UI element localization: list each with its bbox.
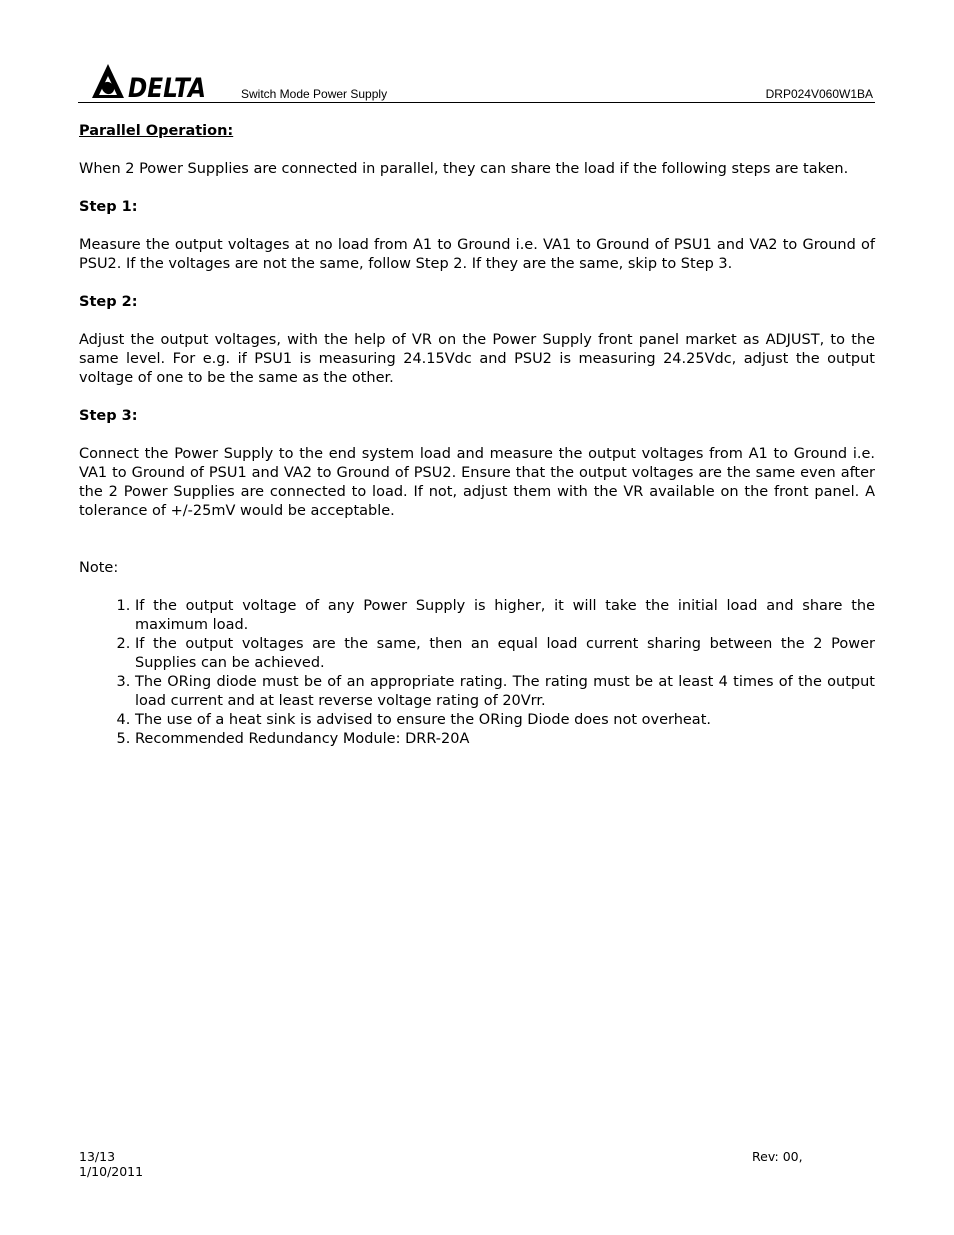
list-item: 3. The ORing diode must be of an appropriate rating. The rating must be at least 4 times of the output load current and at least reverse voltage rating of 20Vrr. (135, 673, 875, 711)
page-number: 13/13 (79, 1149, 116, 1164)
step2-paragraph: Adjust the output voltages, with the help of VR on the Power Supply front panel market as ADJUST, to the same level. For e.g. if PSU1 is measuring 24.15Vdc and PSU2 is measuring 24.25Vdc, adjust the output voltage of one to be the same as the other. (79, 332, 875, 386)
step1-paragraph: Measure the output voltages at no load from A1 to Ground i.e. VA1 to Ground of PSU1 and VA2 to Ground of PSU2. If the voltages are not the same, follow Step 2. If they are the same, skip to Step 3. (79, 237, 875, 272)
step2-heading: Step 2: (79, 294, 138, 310)
document-body (79, 122, 875, 749)
model-number: DRP024V060W1BA (765, 87, 873, 101)
list-item: 1. If the output voltage of any Power Supply is higher, it will take the initial load and share the maximum load. (135, 597, 875, 635)
document-date: 1/10/2011 (79, 1164, 144, 1179)
step3-heading: Step 3: (79, 408, 138, 424)
list-item: 4. The use of a heat sink is advised to ensure the ORing Diode does not overheat. (135, 711, 875, 730)
section-title: Parallel Operation: (79, 123, 234, 139)
list-item: 5. Recommended Redundancy Module: DRR-20A (135, 730, 875, 749)
svg-text:DELTA: DELTA (128, 73, 206, 104)
delta-logo (90, 62, 208, 104)
revision: Rev: 00, (752, 1149, 803, 1164)
page-header (78, 60, 875, 103)
intro-paragraph: When 2 Power Supplies are connected in parallel, they can share the load if the following steps are taken. (79, 161, 849, 177)
note-label: Note: (79, 560, 119, 576)
step1-heading: Step 1: (79, 199, 138, 215)
list-item: 2. If the output voltages are the same, then an equal load current sharing between the 2 Power Supplies can be achieved. (135, 635, 875, 673)
step3-paragraph: Connect the Power Supply to the end system load and measure the output voltages from A1 to Ground i.e. VA1 to Ground of PSU1 and VA2 to Ground of PSU2. Ensure that the output voltages are the same even after the 2 Power Supplies are connected to load. If not, adjust them with the VR available on the front panel. A tolerance of +/-25mV would be acceptable. (79, 446, 875, 519)
document-type: Switch Mode Power Supply (241, 87, 388, 101)
notes-list (79, 597, 875, 749)
